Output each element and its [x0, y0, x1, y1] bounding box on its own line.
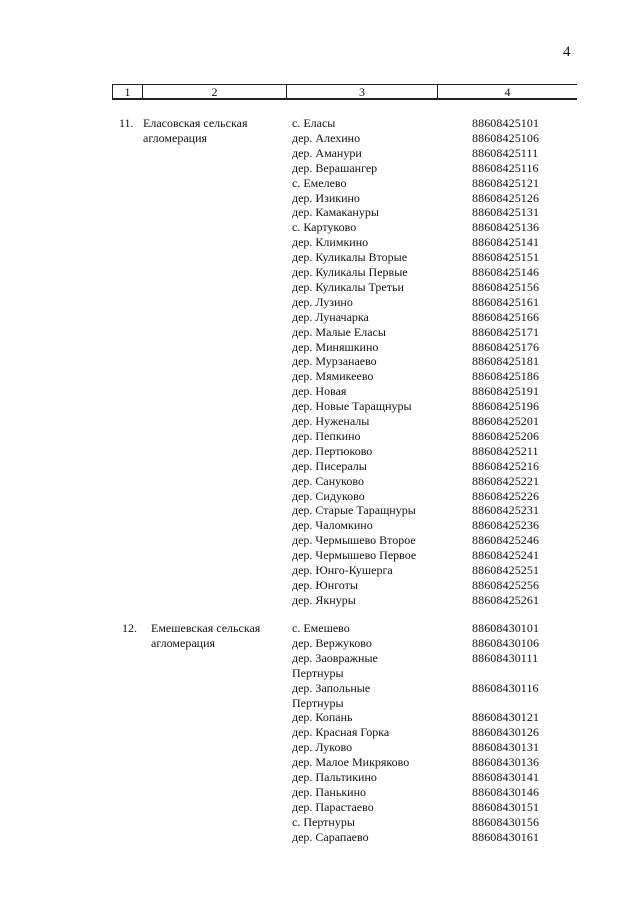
header-col-4: 4 [504, 85, 511, 99]
settlement-code: 88608425181 [472, 354, 540, 369]
table-row [0, 755, 639, 770]
table-row [0, 785, 639, 800]
settlement-name: дер. Малые Еласы [292, 324, 386, 339]
header-col-1: 1 [113, 85, 143, 98]
settlement-code: 88608425161 [472, 294, 540, 309]
table-row [0, 578, 639, 593]
table-row [0, 636, 639, 651]
table-row [0, 414, 639, 429]
settlement-code: 88608430151 [472, 799, 540, 814]
settlement-name: дер. Новая [292, 384, 347, 399]
table-header [112, 84, 577, 100]
settlement-name: дер. Чаломкино [292, 518, 373, 533]
settlement-name: дер. Нуженалы [292, 414, 370, 428]
settlement-code: 88608425196 [472, 399, 540, 414]
settlement-name: дер. Сануково [292, 473, 364, 488]
settlement-code: 88608425211 [472, 443, 539, 458]
table-row [0, 503, 639, 518]
settlement-code: 88608430106 [472, 635, 540, 650]
settlement-code: 88608425246 [472, 533, 540, 548]
settlement-code: 88608425201 [472, 414, 540, 428]
agglomeration-name-line: агломерация [151, 636, 216, 650]
table-row [0, 205, 639, 220]
settlement-code: 88608425166 [472, 309, 540, 324]
table-row [0, 800, 639, 815]
table-row [0, 518, 639, 533]
settlement-code: 88608430161 [472, 829, 540, 844]
settlement-name: с. Еласы [292, 116, 336, 130]
table-row [0, 830, 639, 845]
agglomeration-number: 12. [122, 621, 137, 635]
settlement-name: дер. Якнуры [292, 592, 356, 607]
settlement-name: дер. Пепкино [292, 428, 361, 443]
settlement-code: 88608425156 [472, 279, 540, 294]
settlement-name: дер. Мурзанаево [292, 354, 377, 369]
settlement-code: 88608430136 [472, 755, 540, 770]
settlement-code: 88608425251 [472, 563, 540, 577]
settlement-name: дер. Писералы [292, 458, 367, 473]
settlement-name: дер. Малое Микряково [292, 755, 410, 770]
settlement-code: 88608425191 [472, 384, 540, 399]
settlement-name: дер. Миняшкино [292, 339, 379, 354]
table-row [0, 146, 639, 161]
agglomeration-name-line: Емешевская сельская [151, 621, 261, 635]
settlement-name: с. Емелево [292, 175, 347, 190]
settlement-code: 88608425216 [472, 458, 540, 473]
settlement-code: 88608425221 [472, 473, 540, 488]
table-row [0, 369, 639, 384]
settlement-name: дер. Вержуково [292, 635, 372, 650]
table-row [0, 489, 639, 504]
settlement-name: дер. Чермышево Второе [292, 533, 416, 548]
agglomeration-name-line: агломерация [143, 131, 208, 145]
table-row [0, 710, 639, 725]
settlement-code: 88608430111 [472, 650, 539, 665]
settlement-name: дер. Сидуково [292, 488, 365, 503]
table-row [0, 740, 639, 755]
table-row [0, 116, 639, 131]
table-row [0, 399, 639, 414]
settlement-code: 88608425261 [472, 592, 540, 607]
header-col-3: 3 [287, 85, 438, 98]
table-row [0, 815, 639, 830]
settlement-code: 88608425101 [472, 116, 540, 130]
settlement-code: 88608425256 [472, 577, 540, 592]
settlement-code: 88608425171 [472, 324, 540, 339]
table-row [0, 161, 639, 176]
table-row [0, 295, 639, 310]
table-row [0, 770, 639, 785]
table-row [0, 354, 639, 369]
settlement-code: 88608425226 [472, 488, 540, 503]
settlement-code: 88608425151 [472, 250, 540, 265]
settlement-name: Пертнуры [292, 665, 344, 680]
settlement-code: 88608425176 [472, 339, 540, 354]
settlement-code: 88608430126 [472, 725, 540, 740]
page-number: 4 [563, 44, 571, 60]
settlement-name: дер. Юнго-Кушерга [292, 563, 393, 577]
settlement-name: дер. Мямикеево [292, 369, 374, 384]
settlement-code: 88608425231 [472, 503, 540, 518]
settlement-code: 88608425136 [472, 220, 540, 235]
settlement-code: 88608425146 [472, 265, 540, 279]
table-row [0, 696, 639, 711]
settlement-name: дер. Сарапаево [292, 829, 369, 844]
table-row [0, 681, 639, 696]
settlement-name: с. Картуково [292, 220, 357, 235]
settlement-code: 88608425121 [472, 175, 540, 190]
settlement-code: 88608430116 [472, 680, 539, 695]
table-row [0, 265, 639, 280]
settlement-name: дер. Красная Горка [292, 725, 390, 740]
table-row [0, 444, 639, 459]
table-row [0, 235, 639, 250]
table-row [0, 533, 639, 548]
settlement-code: 88608425206 [472, 428, 540, 443]
settlement-name: дер. Панькино [292, 784, 366, 799]
settlement-name: дер. Заовражные [292, 650, 378, 665]
settlement-code: 88608430101 [472, 621, 540, 635]
table-row [0, 310, 639, 325]
table-row [0, 548, 639, 563]
settlement-name: Пертнуры [292, 695, 344, 710]
table-row [0, 666, 639, 681]
settlement-name: дер. Копань [292, 710, 353, 725]
settlement-name: с. Пертнуры [292, 814, 355, 829]
table-row [0, 250, 639, 265]
table-row [0, 131, 639, 146]
table-row [0, 176, 639, 191]
table-row [0, 593, 639, 608]
table-row [0, 563, 639, 578]
settlement-name: дер. Пертюково [292, 443, 373, 458]
settlement-code: 88608430156 [472, 814, 540, 829]
settlement-name: дер. Верашангер [292, 160, 378, 175]
settlement-name: дер. Юнготы [292, 577, 358, 592]
settlement-code: 88608425106 [472, 130, 540, 145]
settlement-name: дер. Аманури [292, 145, 362, 160]
settlement-name: дер. Камакануры [292, 205, 379, 220]
table-row [0, 459, 639, 474]
settlement-code: 88608425116 [472, 160, 539, 175]
header-col-2: 2 [143, 85, 287, 98]
settlement-code: 88608425111 [472, 145, 539, 160]
settlement-code: 88608425236 [472, 518, 540, 533]
table-row [0, 651, 639, 666]
settlement-name: дер. Новые Таращнуры [292, 399, 412, 414]
agglomeration-number: 11. [119, 116, 134, 130]
settlement-name: с. Емешево [292, 621, 350, 635]
settlement-code: 88608425241 [472, 548, 540, 563]
settlement-name: дер. Луначарка [292, 309, 369, 324]
settlement-code: 88608425126 [472, 190, 540, 205]
table-row [0, 474, 639, 489]
settlement-name: дер. Алехино [292, 130, 361, 145]
settlement-code: 88608425186 [472, 369, 540, 384]
settlement-name: дер. Парастаево [292, 799, 374, 814]
table-row [0, 280, 639, 295]
settlement-name: дер. Пальтикино [292, 770, 377, 784]
settlement-name: дер. Куликалы Первые [292, 265, 408, 279]
settlement-code: 88608430146 [472, 784, 540, 799]
settlement-code: 88608430141 [472, 770, 540, 784]
settlement-name: дер. Луково [292, 740, 353, 755]
settlement-name: дер. Старые Таращнуры [292, 503, 416, 518]
table-row [0, 621, 639, 636]
settlement-code: 88608430131 [472, 740, 540, 755]
table-row [0, 429, 639, 444]
table-row [0, 220, 639, 235]
table-row [0, 325, 639, 340]
settlement-name: дер. Куликалы Вторые [292, 250, 408, 265]
settlement-name: дер. Запольные [292, 680, 371, 695]
table-row [0, 191, 639, 206]
settlement-code: 88608425141 [472, 235, 540, 250]
table-row [0, 725, 639, 740]
settlement-name: дер. Куликалы Третьи [292, 279, 404, 294]
settlement-code: 88608425131 [472, 205, 540, 220]
settlement-code: 88608430121 [472, 710, 540, 725]
table-row [0, 384, 639, 399]
settlement-name: дер. Чермышево Первое [292, 548, 417, 563]
table-row [0, 340, 639, 355]
settlement-name: дер. Изикино [292, 190, 360, 205]
agglomeration-name-line: Еласовская сельская [143, 116, 248, 130]
settlement-name: дер. Климкино [292, 235, 369, 250]
settlement-name: дер. Лузино [292, 294, 353, 309]
